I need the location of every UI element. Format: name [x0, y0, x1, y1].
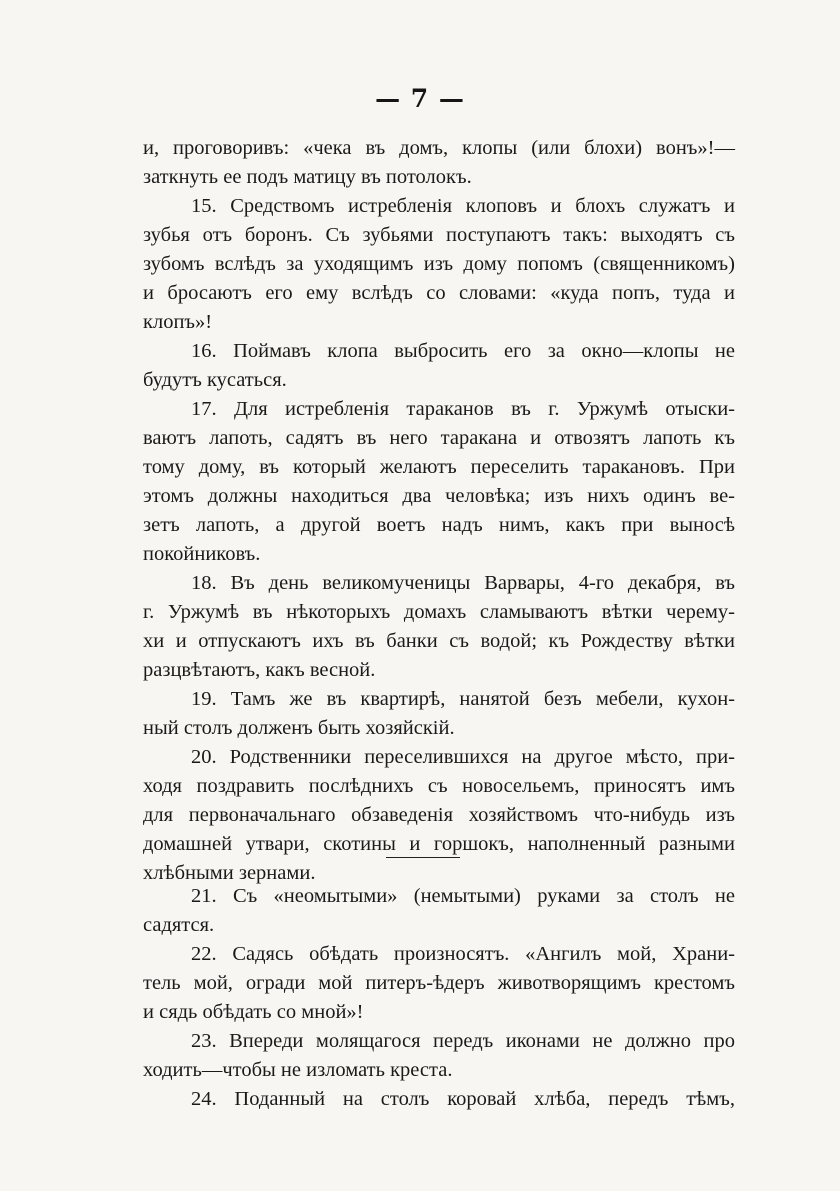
- text-line: ходя поздравить послѣднихъ съ новосельемъ, приносятъ имъ: [143, 775, 735, 797]
- text-line: для первоначальнаго обзаведенія хозяйствомъ что-нибудь изъ: [143, 804, 735, 826]
- text-section-2: [143, 882, 735, 1114]
- text-line: этомъ должны находиться два человѣка; изъ нихъ одинъ ве-: [143, 485, 735, 507]
- paragraph-18-line: 18. Въ день великомученицы Варвары, 4-го декабря, въ: [191, 572, 735, 594]
- text-line: зубья отъ боронъ. Съ зубьями поступаютъ такъ: выходятъ съ: [143, 224, 735, 246]
- text-line: и, проговоривъ: «чека въ домъ, клопы (или блохи) вонъ»!—: [143, 137, 735, 159]
- text-line: покойниковъ.: [143, 543, 261, 565]
- paragraph-24-line: 24. Поданный на столъ коровай хлѣба, передъ тѣмъ,: [191, 1088, 735, 1110]
- paragraph-15-line: 15. Средствомъ истребленія клоповъ и блохъ служатъ и: [191, 195, 735, 217]
- paragraph-21-line: 21. Съ «неомытыми» (немытыми) руками за столъ не: [191, 885, 735, 907]
- text-line: будутъ кусаться.: [143, 369, 287, 391]
- text-line: и сядь обѣдать со мной»!: [143, 1001, 364, 1023]
- text-line: и бросаютъ его ему вслѣдъ со словами: «куда попъ, туда и: [143, 282, 735, 304]
- text-line: зубомъ вслѣдъ за уходящимъ изъ дому попомъ (священникомъ): [143, 253, 735, 275]
- text-section-1: [143, 134, 735, 888]
- paragraph-19-line: 19. Тамъ же въ квартирѣ, нанятой безъ мебели, кухон-: [191, 688, 735, 710]
- text-line: хи и отпускаютъ ихъ въ банки съ водой; къ Рождеству вѣтки: [143, 630, 735, 652]
- text-line: садятся.: [143, 914, 215, 936]
- text-line: г. Уржумѣ въ нѣкоторыхъ домахъ сламываютъ вѣтки черему-: [143, 601, 735, 623]
- text-line: ный столъ долженъ быть хозяйскій.: [143, 717, 455, 739]
- page-number: — 7 —: [375, 84, 465, 113]
- text-line: ваютъ лапоть, садятъ въ него таракана и отвозятъ лапоть къ: [143, 427, 735, 449]
- text-line: тому дому, въ который желаютъ переселить таракановъ. При: [143, 456, 735, 478]
- text-line: ходить—чтобы не изломать креста.: [143, 1059, 453, 1081]
- paragraph-17-line: 17. Для истребленія тараканов въ г. Уржумѣ отыски-: [191, 398, 735, 420]
- section-separator: [386, 857, 460, 858]
- paragraph-23-line: 23. Впереди молящагося передъ иконами не должно про: [191, 1030, 735, 1052]
- text-line: домашней утвари, скотины и горшокъ, наполненный разными: [143, 833, 735, 855]
- text-line: разцвѣтаютъ, какъ весной.: [143, 659, 376, 681]
- paragraph-22-line: 22. Садясь обѣдать произносятъ. «Ангилъ мой, Храни-: [191, 943, 735, 965]
- paragraph-20-line: 20. Родственники переселившихся на другое мѣсто, при-: [191, 746, 735, 768]
- text-line: тель мой, огради мой питеръ-ѣдеръ животворящимъ крестомъ: [143, 972, 735, 994]
- text-line: зетъ лапоть, а другой воетъ надъ нимъ, какъ при выносѣ: [143, 514, 735, 536]
- text-line: заткнуть ее подъ матицу въ потолокъ.: [143, 166, 472, 188]
- text-line: хлѣбными зернами.: [143, 862, 316, 884]
- paragraph-16-line: 16. Поймавъ клопа выбросить его за окно—клопы не: [191, 340, 735, 362]
- text-line: клопъ»!: [143, 311, 213, 333]
